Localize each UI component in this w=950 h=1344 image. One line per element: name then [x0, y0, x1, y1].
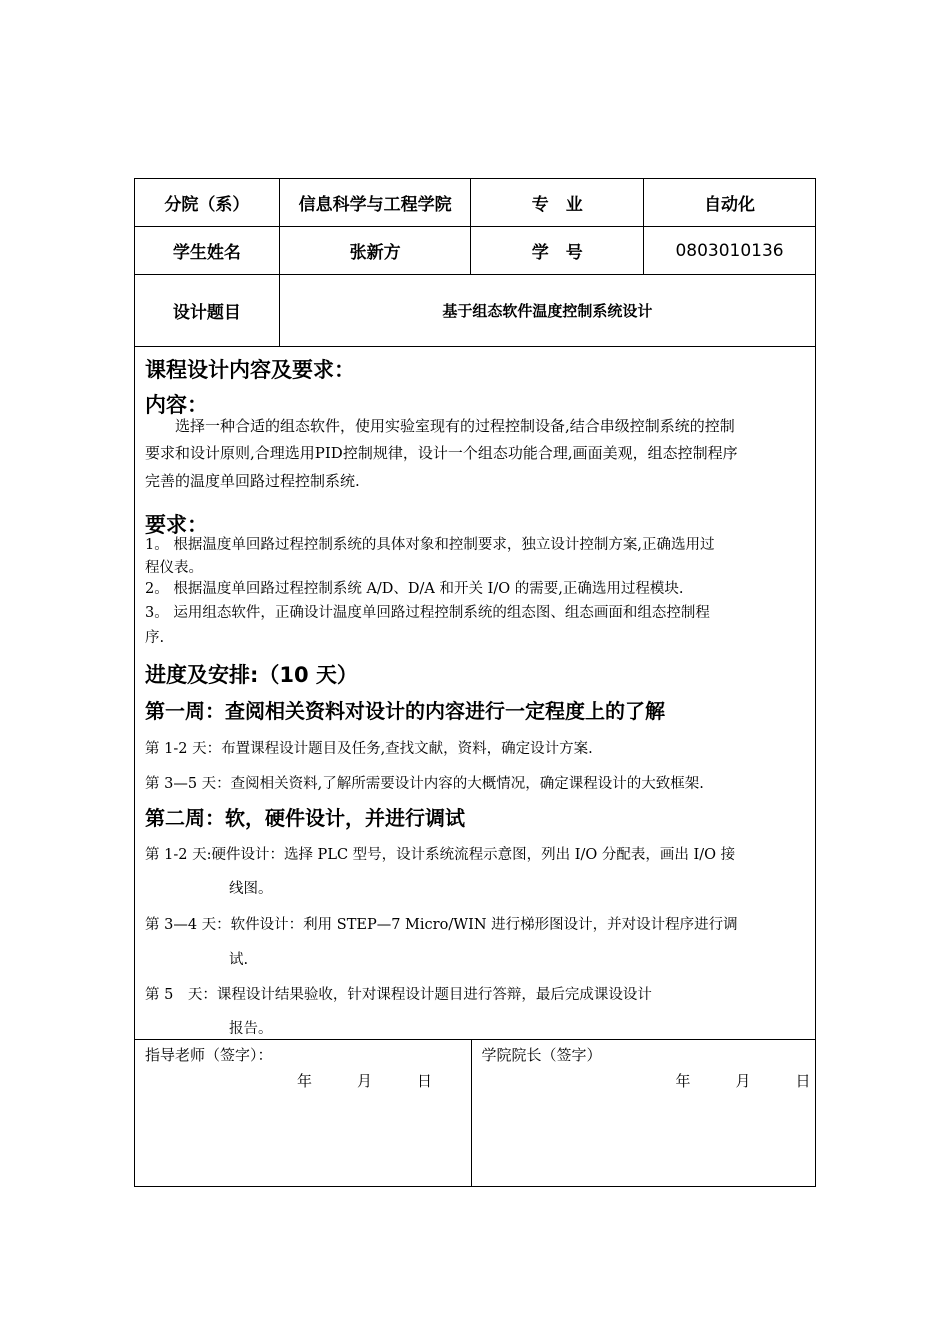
week-2-day-1b: 线图。 — [229, 881, 273, 897]
major-label: 专 业 — [471, 179, 644, 227]
dept-value: 信息科学与工程学院 — [279, 179, 471, 227]
advisor-date: 年 月 日 — [297, 1072, 433, 1090]
student-value: 张新方 — [279, 227, 471, 275]
content-text-line-3: 完善的温度单回路过程控制系统. — [145, 472, 360, 490]
dean-signature-label: 学院院长（签字） — [481, 1046, 602, 1064]
requirement-2: 2。 根据温度单回路过程控制系统 A/D、D/A 和开关 I/O 的需要,正确选用过程模块. — [145, 581, 684, 597]
week-1-day-1: 第 1-2 天：布置课程设计题目及任务,查找文献，资料，确定设计方案. — [145, 741, 593, 757]
week-1-day-2: 第 3—5 天：查阅相关资料,了解所需要设计内容的大概情况，确定课程设计的大致框架. — [145, 776, 704, 792]
content-label: 内容： — [145, 393, 208, 417]
content-text-line-1: 选择一种合适的组态软件，使用实验室现有的过程控制设备,结合串级控制系统的控制 — [145, 417, 735, 435]
id-label: 学 号 — [471, 227, 644, 275]
dean-signature-cell — [471, 1040, 816, 1187]
week-2-day-2b: 试. — [229, 952, 249, 968]
id-value: 0803010136 — [644, 227, 816, 275]
info-row-student — [135, 227, 816, 275]
week-2-day-3b: 报告。 — [229, 1021, 273, 1037]
week-2-heading: 第二周：软，硬件设计，并进行调试 — [145, 806, 465, 830]
major-value: 自动化 — [644, 179, 816, 227]
schedule-label: 进度及安排:（10 天） — [145, 663, 358, 687]
advisor-signature-label: 指导老师（签字）： — [145, 1046, 273, 1064]
requirement-1a: 1。 根据温度单回路过程控制系统的具体对象和控制要求，独立设计控制方案,正确选用过 — [145, 537, 715, 553]
topic-value: 基于组态软件温度控制系统设计 — [279, 275, 815, 347]
requirement-3a: 3。 运用组态软件，正确设计温度单回路过程控制系统的组态图、组态画面和组态控制程 — [145, 605, 710, 621]
signature-table — [134, 1039, 816, 1187]
advisor-signature-cell — [135, 1040, 472, 1187]
topic-label: 设计题目 — [135, 275, 280, 347]
content-text-line-2: 要求和设计原则,合理选用PID控制规律，设计一个组态功能合理,画面美观，组态控制程序 — [145, 444, 738, 462]
requirement-3b: 序. — [145, 630, 165, 646]
week-2-day-2a: 第 3—4 天：软件设计：利用 STEP—7 Micro/WIN 进行梯形图设计，并对设计程序进行调 — [145, 917, 738, 933]
student-label: 学生姓名 — [135, 227, 280, 275]
requirement-1b: 程仪表。 — [145, 560, 203, 576]
dept-label: 分院（系） — [135, 179, 280, 227]
content-section — [134, 347, 816, 1039]
week-2-day-1a: 第 1-2 天:硬件设计：选择 PLC 型号，设计系统流程示意图，列出 I/O 分配表，画出 I/O 接 — [145, 847, 736, 863]
info-table — [134, 178, 816, 347]
info-row-dept — [135, 179, 816, 227]
content-heading: 课程设计内容及要求： — [145, 358, 355, 382]
dean-date: 年 月 日 — [675, 1072, 811, 1090]
week-2-day-3a: 第 5 天：课程设计结果验收，针对课程设计题目进行答辩，最后完成课设设计 — [145, 987, 652, 1003]
requirements-label: 要求： — [145, 513, 208, 537]
week-1-heading: 第一周：查阅相关资料对设计的内容进行一定程度上的了解 — [145, 699, 665, 723]
info-row-topic — [135, 275, 816, 347]
